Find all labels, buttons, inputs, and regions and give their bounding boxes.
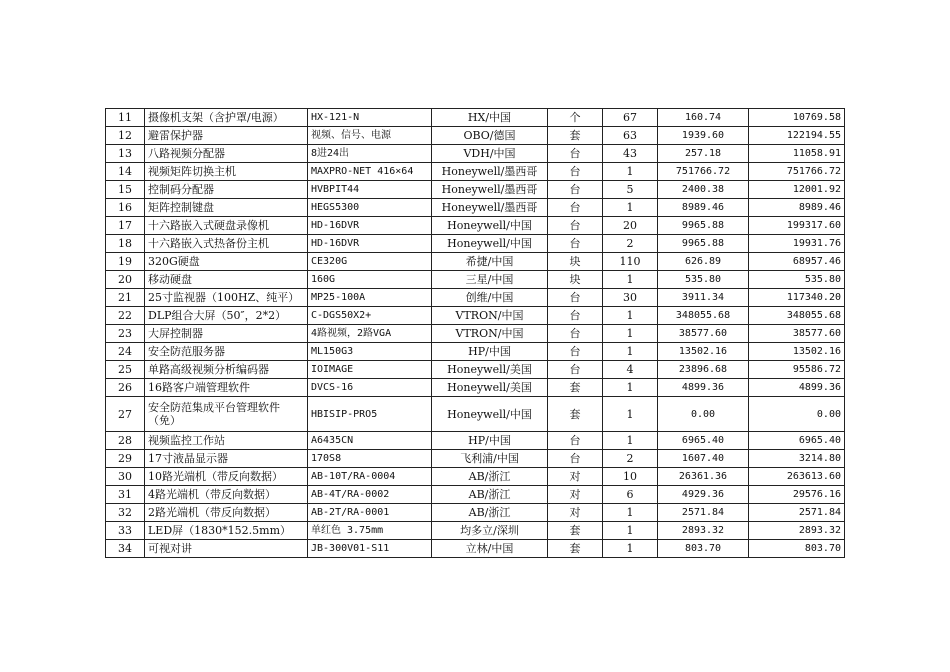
item-brand-cell: Honeywell/中国 [432,235,548,253]
item-brand-cell: VTRON/中国 [432,307,548,325]
item-model-cell: HVBPIT44 [308,181,432,199]
item-unit-price-cell: 751766.72 [658,163,749,181]
item-unit-cell: 台 [548,361,603,379]
item-model-cell: 8进24出 [308,145,432,163]
item-number-cell: 20 [106,271,145,289]
item-unit-cell: 块 [548,253,603,271]
table-row [106,253,845,271]
item-quantity-cell: 1 [603,379,658,397]
item-name-cell: 控制码分配器 [145,181,308,199]
item-unit-price-cell: 535.80 [658,271,749,289]
item-unit-price-cell: 26361.36 [658,468,749,486]
item-number-cell: 32 [106,504,145,522]
item-model-cell: IOIMAGE [308,361,432,379]
item-brand-cell: HX/中国 [432,109,548,127]
item-unit-price-cell: 2893.32 [658,522,749,540]
item-model-cell: ML150G3 [308,343,432,361]
item-unit-cell: 台 [548,343,603,361]
item-model-cell: AB-4T/RA-0002 [308,486,432,504]
item-unit-cell: 台 [548,163,603,181]
item-total-cell: 10769.58 [749,109,845,127]
item-brand-cell: AB/浙江 [432,504,548,522]
item-brand-cell: Honeywell/墨西哥 [432,181,548,199]
item-unit-price-cell: 13502.16 [658,343,749,361]
item-name-cell: 单路高级视频分析编码器 [145,361,308,379]
item-total-cell: 95586.72 [749,361,845,379]
item-name-cell: 视频矩阵切换主机 [145,163,308,181]
item-name-cell: 移动硬盘 [145,271,308,289]
item-unit-price-cell: 23896.68 [658,361,749,379]
table-row [106,199,845,217]
item-number-cell: 12 [106,127,145,145]
item-model-cell: HD-16DVR [308,235,432,253]
table-row [106,522,845,540]
item-brand-cell: VDH/中国 [432,145,548,163]
item-name-cell: 十六路嵌入式热备份主机 [145,235,308,253]
item-number-cell: 19 [106,253,145,271]
item-brand-cell: Honeywell/中国 [432,397,548,432]
item-unit-price-cell: 4929.36 [658,486,749,504]
item-unit-cell: 对 [548,468,603,486]
item-number-cell: 18 [106,235,145,253]
item-unit-price-cell: 0.00 [658,397,749,432]
table-row [106,379,845,397]
item-unit-price-cell: 160.74 [658,109,749,127]
item-unit-cell: 台 [548,181,603,199]
item-name-cell: 摄像机支架（含护罩/电源） [145,109,308,127]
item-total-cell: 29576.16 [749,486,845,504]
item-model-cell: 160G [308,271,432,289]
item-number-cell: 13 [106,145,145,163]
item-unit-cell: 个 [548,109,603,127]
item-number-cell: 17 [106,217,145,235]
item-unit-cell: 套 [548,522,603,540]
table-row [106,289,845,307]
item-model-cell: 单红色 3.75mm [308,522,432,540]
item-brand-cell: 创维/中国 [432,289,548,307]
item-unit-cell: 台 [548,325,603,343]
item-model-cell: MP25-100A [308,289,432,307]
item-total-cell: 122194.55 [749,127,845,145]
item-name-cell: 避雷保护器 [145,127,308,145]
item-brand-cell: Honeywell/美国 [432,379,548,397]
item-model-cell: HX-121-N [308,109,432,127]
item-model-cell: 170S8 [308,450,432,468]
item-total-cell: 348055.68 [749,307,845,325]
item-model-cell: A6435CN [308,432,432,450]
item-brand-cell: AB/浙江 [432,468,548,486]
item-number-cell: 23 [106,325,145,343]
item-quantity-cell: 1 [603,343,658,361]
item-unit-cell: 台 [548,450,603,468]
item-total-cell: 3214.80 [749,450,845,468]
item-name-cell: 10路光端机（带反向数据） [145,468,308,486]
item-name-cell: 安全防范集成平台管理软件（免） [145,397,308,432]
item-unit-cell: 块 [548,271,603,289]
item-unit-price-cell: 257.18 [658,145,749,163]
item-name-cell: 十六路嵌入式硬盘录像机 [145,217,308,235]
item-quantity-cell: 2 [603,235,658,253]
item-number-cell: 16 [106,199,145,217]
item-name-cell: 320G硬盘 [145,253,308,271]
item-model-cell: AB-10T/RA-0004 [308,468,432,486]
item-model-cell: DVCS-16 [308,379,432,397]
table-row [106,127,845,145]
item-unit-price-cell: 9965.88 [658,217,749,235]
item-quantity-cell: 110 [603,253,658,271]
item-quantity-cell: 1 [603,522,658,540]
item-name-cell: 矩阵控制键盘 [145,199,308,217]
item-quantity-cell: 1 [603,199,658,217]
item-unit-price-cell: 803.70 [658,540,749,558]
item-total-cell: 6965.40 [749,432,845,450]
item-quantity-cell: 6 [603,486,658,504]
item-total-cell: 38577.60 [749,325,845,343]
item-quantity-cell: 2 [603,450,658,468]
item-unit-price-cell: 6965.40 [658,432,749,450]
item-unit-cell: 台 [548,432,603,450]
item-quantity-cell: 63 [603,127,658,145]
item-total-cell: 199317.60 [749,217,845,235]
item-total-cell: 117340.20 [749,289,845,307]
item-model-cell: C-DGS50X2+ [308,307,432,325]
item-brand-cell: HP/中国 [432,343,548,361]
table-row [106,397,845,432]
item-quantity-cell: 1 [603,432,658,450]
table-row [106,181,845,199]
table-body [106,109,845,558]
item-number-cell: 30 [106,468,145,486]
table-row [106,217,845,235]
item-number-cell: 14 [106,163,145,181]
item-brand-cell: HP/中国 [432,432,548,450]
item-unit-cell: 套 [548,397,603,432]
item-name-cell: 17寸液晶显示器 [145,450,308,468]
item-number-cell: 24 [106,343,145,361]
table-row [106,504,845,522]
item-unit-price-cell: 626.89 [658,253,749,271]
item-quantity-cell: 1 [603,504,658,522]
item-total-cell: 13502.16 [749,343,845,361]
item-number-cell: 34 [106,540,145,558]
item-name-cell: 八路视频分配器 [145,145,308,163]
table-row [106,540,845,558]
item-model-cell: 视频、信号、电源 [308,127,432,145]
item-unit-cell: 套 [548,379,603,397]
item-unit-price-cell: 1607.40 [658,450,749,468]
item-brand-cell: 希捷/中国 [432,253,548,271]
table-row [106,271,845,289]
item-unit-cell: 台 [548,145,603,163]
item-number-cell: 26 [106,379,145,397]
item-model-cell: AB-2T/RA-0001 [308,504,432,522]
item-model-cell: HEGS5300 [308,199,432,217]
item-model-cell: 4路视频，2路VGA [308,325,432,343]
item-unit-cell: 套 [548,127,603,145]
item-name-cell: 16路客户端管理软件 [145,379,308,397]
item-total-cell: 0.00 [749,397,845,432]
item-brand-cell: 立林/中国 [432,540,548,558]
table-row [106,109,845,127]
item-number-cell: 33 [106,522,145,540]
item-model-cell: HBISIP-PRO5 [308,397,432,432]
item-total-cell: 803.70 [749,540,845,558]
item-brand-cell: 飞利浦/中国 [432,450,548,468]
item-unit-cell: 对 [548,486,603,504]
item-number-cell: 11 [106,109,145,127]
item-name-cell: LED屏（1830*152.5mm） [145,522,308,540]
item-unit-price-cell: 8989.46 [658,199,749,217]
item-unit-cell: 台 [548,199,603,217]
item-quantity-cell: 10 [603,468,658,486]
item-unit-price-cell: 4899.36 [658,379,749,397]
item-total-cell: 263613.60 [749,468,845,486]
item-number-cell: 15 [106,181,145,199]
item-unit-price-cell: 348055.68 [658,307,749,325]
item-total-cell: 2571.84 [749,504,845,522]
item-quantity-cell: 1 [603,271,658,289]
item-number-cell: 31 [106,486,145,504]
item-quantity-cell: 5 [603,181,658,199]
item-total-cell: 2893.32 [749,522,845,540]
item-unit-cell: 台 [548,235,603,253]
item-name-cell: 2路光端机（带反向数据） [145,504,308,522]
item-unit-cell: 对 [548,504,603,522]
item-quantity-cell: 67 [603,109,658,127]
item-quantity-cell: 1 [603,307,658,325]
item-quantity-cell: 43 [603,145,658,163]
item-model-cell: CE320G [308,253,432,271]
equipment-price-table [105,108,845,558]
table-row [106,235,845,253]
item-quantity-cell: 1 [603,540,658,558]
item-unit-cell: 台 [548,289,603,307]
item-name-cell: 可视对讲 [145,540,308,558]
table-row [106,486,845,504]
table-row [106,325,845,343]
table-row [106,361,845,379]
item-brand-cell: Honeywell/墨西哥 [432,199,548,217]
item-quantity-cell: 1 [603,325,658,343]
item-total-cell: 68957.46 [749,253,845,271]
table-row [106,468,845,486]
item-total-cell: 19931.76 [749,235,845,253]
item-total-cell: 11058.91 [749,145,845,163]
item-brand-cell: OBO/德国 [432,127,548,145]
item-total-cell: 8989.46 [749,199,845,217]
table-row [106,163,845,181]
item-brand-cell: 三星/中国 [432,271,548,289]
item-brand-cell: AB/浙江 [432,486,548,504]
item-brand-cell: Honeywell/美国 [432,361,548,379]
item-unit-price-cell: 2400.38 [658,181,749,199]
item-model-cell: HD-16DVR [308,217,432,235]
item-name-cell: DLP组合大屏（50″，2*2） [145,307,308,325]
item-brand-cell: Honeywell/中国 [432,217,548,235]
item-quantity-cell: 30 [603,289,658,307]
table-row [106,307,845,325]
item-model-cell: JB-300V01-S11 [308,540,432,558]
item-number-cell: 22 [106,307,145,325]
item-unit-price-cell: 38577.60 [658,325,749,343]
item-quantity-cell: 1 [603,397,658,432]
table-row [106,450,845,468]
table-row [106,343,845,361]
item-number-cell: 27 [106,397,145,432]
item-name-cell: 视频监控工作站 [145,432,308,450]
item-number-cell: 25 [106,361,145,379]
item-number-cell: 29 [106,450,145,468]
item-name-cell: 4路光端机（带反向数据） [145,486,308,504]
item-quantity-cell: 4 [603,361,658,379]
item-number-cell: 28 [106,432,145,450]
item-total-cell: 751766.72 [749,163,845,181]
item-unit-price-cell: 2571.84 [658,504,749,522]
item-unit-cell: 套 [548,540,603,558]
item-brand-cell: 均多立/深圳 [432,522,548,540]
item-name-cell: 25寸监视器（100HZ、纯平） [145,289,308,307]
item-total-cell: 4899.36 [749,379,845,397]
item-name-cell: 大屏控制器 [145,325,308,343]
item-total-cell: 535.80 [749,271,845,289]
item-brand-cell: VTRON/中国 [432,325,548,343]
item-name-cell: 安全防范服务器 [145,343,308,361]
table-row [106,432,845,450]
item-unit-cell: 台 [548,307,603,325]
item-quantity-cell: 1 [603,163,658,181]
item-model-cell: MAXPRO-NET 416×64 [308,163,432,181]
item-unit-price-cell: 1939.60 [658,127,749,145]
item-number-cell: 21 [106,289,145,307]
item-brand-cell: Honeywell/墨西哥 [432,163,548,181]
item-total-cell: 12001.92 [749,181,845,199]
item-unit-price-cell: 3911.34 [658,289,749,307]
item-unit-price-cell: 9965.88 [658,235,749,253]
item-unit-cell: 台 [548,217,603,235]
item-quantity-cell: 20 [603,217,658,235]
table-row [106,145,845,163]
